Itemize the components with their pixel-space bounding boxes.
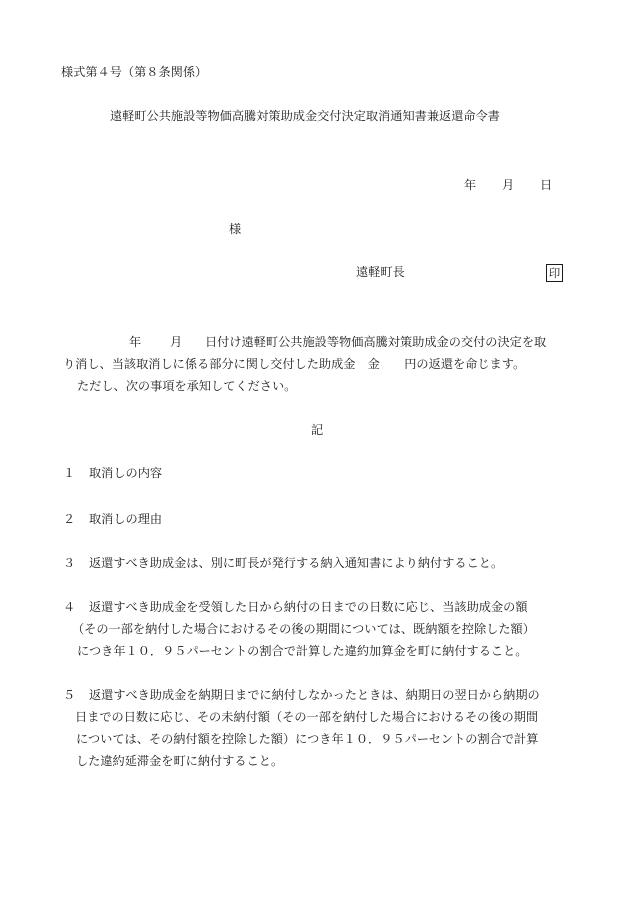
item-text-line: 返還すべき助成金を受領した日から納付の日までの日数に応じ、当該助成金の額	[89, 600, 528, 614]
item-number: ５	[63, 688, 76, 702]
body-month-label: 月	[170, 335, 183, 349]
item-text-line: については、その納付額を控除した額）につき年１０．９５パーセントの割合で計算	[76, 732, 539, 746]
item-text-line: 取消しの理由	[89, 512, 163, 526]
date-month-label: 月	[502, 178, 515, 192]
item-number: １	[63, 466, 76, 480]
item-text-line: 返還すべき助成金は、別に町長が発行する納入通知書により納付すること。	[89, 556, 504, 570]
body-line-2: り消し、当該取消しに係る部分に関し交付した助成金 金 円の返還を命じます。	[63, 357, 526, 371]
item-text-line: 返還すべき助成金を納期日までに納付しなかったときは、納期日の翌日から納期の	[89, 688, 540, 702]
body-line-1-text: 日付け遠軽町公共施設等物価高騰対策助成金の交付の決定を取	[205, 335, 547, 349]
date-day-label: 日	[540, 178, 553, 192]
ki-heading: 記	[311, 423, 324, 437]
seal-mark: 印	[546, 264, 563, 282]
item-text-line: につき年１０．９５パーセントの割合で計算した違約加算金を町に納付すること。	[77, 644, 528, 658]
body-year-label: 年	[129, 335, 142, 349]
issuer-name: 遠軽町長	[356, 265, 405, 279]
body-line-3: ただし、次の事項を承知してください。	[77, 379, 297, 393]
document-title: 遠軽町公共施設等物価高騰対策助成金交付決定取消通知書兼返還命令書	[110, 109, 500, 123]
form-number: 様式第４号（第８条関係）	[61, 65, 208, 79]
item-text-line: 取消しの内容	[89, 466, 163, 480]
item-text-line: （その一部を納付した場合におけるその後の期間については、既納額を控除した額）	[72, 622, 535, 636]
item-number: ３	[63, 556, 76, 570]
addressee-suffix: 様	[229, 222, 242, 236]
item-text-line: 日までの日数に応じ、その未納付額（その一部を納付した場合におけるその後の期間	[75, 710, 539, 724]
date-year-label: 年	[464, 178, 477, 192]
item-number: ４	[63, 600, 76, 614]
item-number: ２	[63, 512, 76, 526]
item-text-line: した違約延滞金を町に納付すること。	[76, 754, 284, 768]
